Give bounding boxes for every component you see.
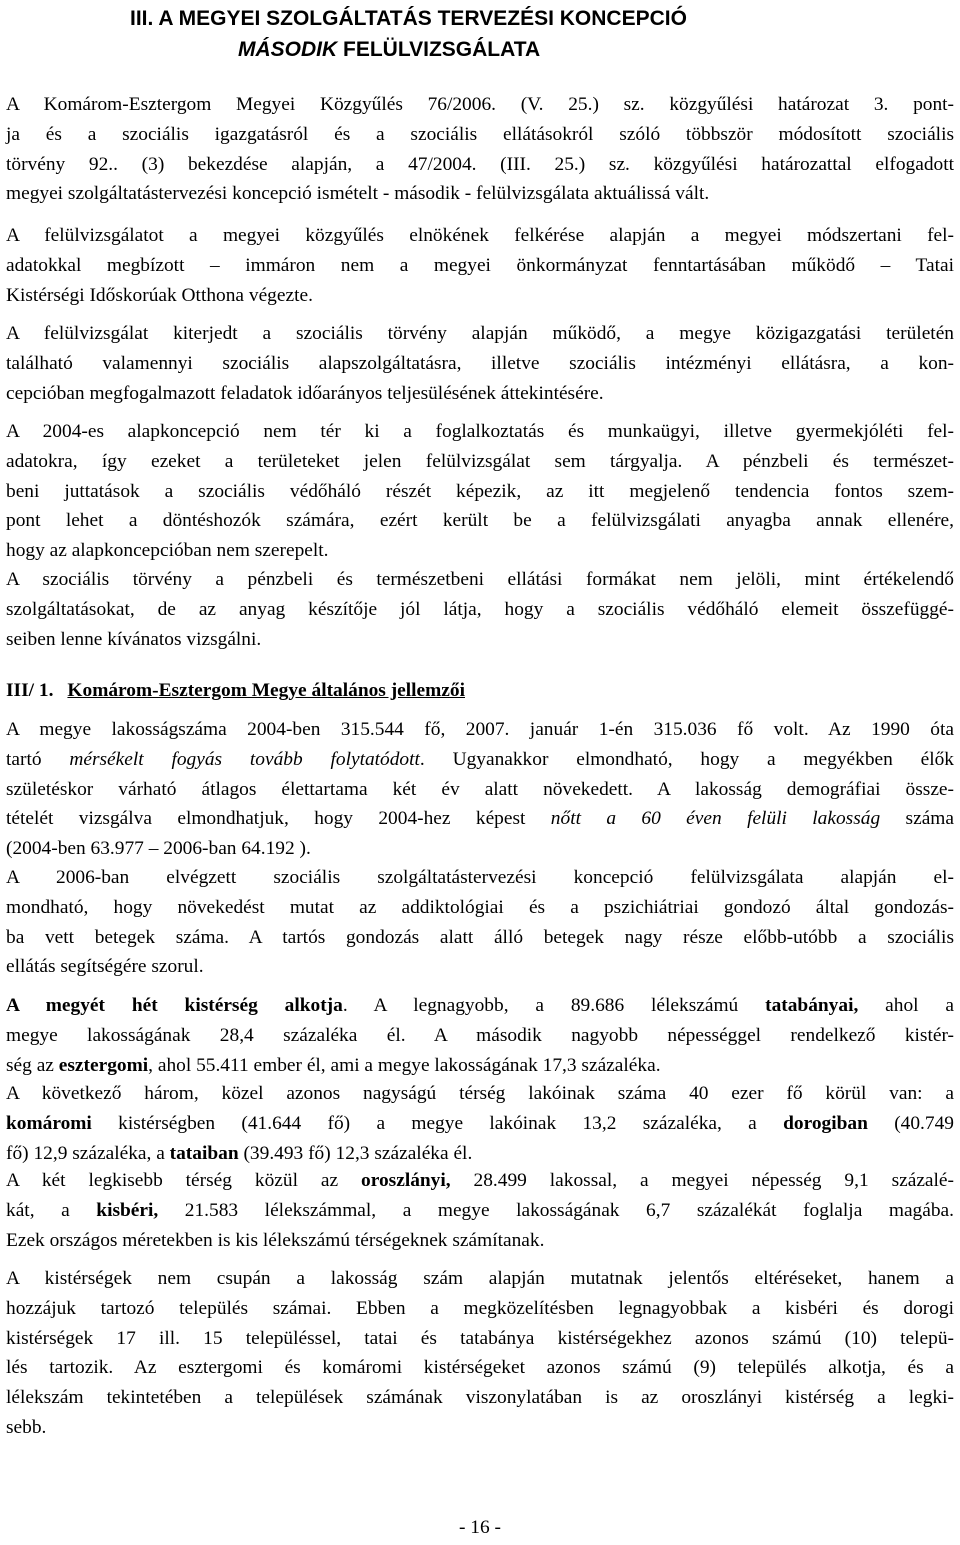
bold-text: oroszlányi,	[361, 1170, 451, 1191]
text-line	[6, 1109, 954, 1139]
text-line: hogy az alapkoncepcióban nem szerepelt.	[6, 540, 329, 562]
paragraph-scope	[6, 319, 954, 408]
text-line: A 2006-ban elvégzett szociális szolgáltatástervezési koncepció felülvizsgálata alapján el-	[6, 867, 954, 888]
paragraph-addiction	[6, 863, 954, 982]
text-line	[6, 745, 954, 775]
text-line	[6, 804, 954, 834]
text-run: ség az	[6, 1054, 59, 1076]
text-line: található valamennyi szociális alapszolgáltatásra, illetve szociális intézményi ellátásra, a kon-	[6, 352, 954, 374]
heading-italic-word: MÁSODIK	[238, 38, 338, 61]
paragraph-population	[6, 715, 954, 864]
paragraph-three-regions	[6, 1079, 954, 1168]
text-run: . Ugyanakkor elmondható, hogy a megyékben élők	[419, 748, 955, 770]
text-run: fő) 12,9 százaléka, a	[6, 1142, 170, 1164]
text-line: A szociális törvény a pénzbeli és természetbeni ellátási formákat nem jelöli, mint értékelendő	[6, 569, 954, 590]
text-line	[6, 1166, 954, 1196]
text-run: kát, a	[6, 1199, 97, 1221]
text-line: ba vett betegek száma. A tartós gondozás alatt álló betegek nagy része előbb-utóbb a szociális	[6, 926, 954, 948]
text-run: . A legnagyobb, a 89.686 lélekszámú	[342, 995, 766, 1016]
text-line: kistérségek 17 ill. 15 településsel, tatai és tatabánya kistérségekhez azonos számú (10) telepü-	[6, 1327, 954, 1349]
text-line: A megye lakosságszáma 2004-ben 315.544 fő, 2007. január 1-én 315.036 fő volt. Az 1990 óta	[6, 719, 954, 740]
text-line: megyei szolgáltatástervezési koncepció ismételt - második - felülvizsgálata aktuálissá vált.	[6, 183, 710, 205]
text-run: tartó	[6, 748, 70, 770]
emphasis-text: nőtt a 60 éven felüli lakosság	[550, 808, 881, 830]
text-line: születéskor várható átlagos élettartama két év alatt növekedett. A lakosság demográfiai össze-	[6, 778, 954, 800]
text-run: tételét vizsgálva elmondhatjuk, hogy 2004-hez képest	[6, 808, 551, 830]
text-run: 21.583 lélekszámmal, a megye lakosságának 6,7 százalékát foglalja magába.	[158, 1199, 954, 1221]
text-run: 28.499 lakossal, a megyei népesség 9,1 százalé-	[450, 1170, 954, 1191]
text-line: A felülvizsgálat kiterjedt a szociális törvény alapján működő, a megye közigazgatási területén	[6, 323, 954, 344]
text-run: A két legkisebb térség közül az	[6, 1170, 362, 1191]
bold-text: A megyét hét kistérség alkotja	[6, 995, 343, 1016]
text-line: adatokkal megbízott – immáron nem a megyei önkormányzat fenntartásában működő – Tatai	[6, 254, 954, 276]
text-line: beni juttatások a szociális védőháló részét képezik, az itt megjelenő tendencia fontos szem-	[6, 480, 954, 502]
section-number: III/ 1.	[6, 680, 54, 701]
text-run: száma	[880, 808, 954, 830]
text-line: A 2004-es alapkoncepció nem tér ki a foglalkoztatás és munkaügyi, illetve gyermekjóléti fel-	[6, 421, 954, 442]
paragraph-social-law	[6, 565, 954, 654]
bold-text: esztergomi	[58, 1054, 149, 1076]
heading-line-1: III. A MEGYEI SZOLGÁLTATÁS TERVEZÉSI KONCEPCIÓ	[130, 7, 687, 30]
text-line: seiben lenne kívánatos vizsgálni.	[6, 628, 262, 650]
text-line: szolgáltatásokat, de az anyag készítője jól látja, hogy a szociális védőháló elemeit összefüggé-	[6, 598, 954, 620]
text-line: A következő három, közel azonos nagyságú térség lakóinak száma 40 ezer fő körül van: a	[6, 1083, 954, 1104]
text-line: adatokra, így ezeket a területeket jelen felülvizsgálat sem tárgyalja. A pénzbeli és természet-	[6, 450, 954, 472]
text-line: ja és a szociális igazgatásról és a szociális ellátásokról szóló többször módosított szociális	[6, 123, 954, 145]
text-line: (2004-ben 63.977 – 2006-ban 64.192 ).	[6, 838, 311, 860]
text-line: lés tartozik. Az esztergomi és komáromi kistérségeket azonos számú (9) település alkotja, és a	[6, 1357, 954, 1379]
text-run: , ahol 55.411 ember él, ami a megye lakosságának 17,3 százaléka.	[148, 1054, 661, 1076]
text-line: lélekszám tekintetében a települések számának viszonylatában is az oroszlányi kistérség a legki-	[6, 1387, 954, 1409]
section-title: Komárom-Esztergom Megye általános jellemzői	[67, 680, 465, 701]
text-line	[6, 991, 954, 1021]
heading-line-2	[130, 34, 687, 65]
text-line: A kistérségek nem csupán a lakosság szám alapján mutatnak jelentős eltéréseket, hanem a	[6, 1268, 954, 1289]
paragraph-intro	[6, 90, 954, 209]
emphasis-text: mérsékelt fogyás tovább folytatódott	[69, 748, 420, 770]
text-run: ahol a	[858, 995, 955, 1016]
text-line	[6, 1196, 954, 1226]
paragraph-review	[6, 221, 954, 310]
text-line	[6, 1139, 954, 1169]
text-line: sebb.	[6, 1416, 47, 1438]
bold-text: tataiban	[169, 1142, 239, 1164]
text-line: Kistérségi Időskorúak Otthona végezte.	[6, 284, 313, 306]
text-line: A Komárom-Esztergom Megyei Közgyűlés 76/2006. (V. 25.) sz. közgyűlési határozat 3. pont-	[6, 94, 954, 115]
bold-text: dorogiban	[783, 1112, 868, 1134]
chapter-heading	[130, 3, 687, 65]
paragraph-settlements	[6, 1264, 954, 1443]
paragraph-smallest-regions	[6, 1166, 954, 1255]
text-line: ellátás segítségére szorul.	[6, 956, 204, 978]
section-heading-line	[6, 676, 954, 706]
text-line	[6, 1051, 954, 1081]
text-run: (40.749	[867, 1112, 954, 1134]
bold-text: komáromi	[6, 1112, 92, 1134]
text-line: pont lehet a döntéshozók számára, ezért került be a felülvizsgálati anyagba annak ellenére,	[6, 510, 954, 532]
page-number: - 16 -	[458, 1517, 501, 1538]
text-line: megye lakosságának 28,4 százaléka él. A második nagyobb népességgel rendelkező kistér-	[6, 1024, 954, 1046]
text-run: (39.493 fő) 12,3 százaléka él.	[238, 1142, 473, 1164]
text-line: cepcióban megfogalmazott feladatok időarányos teljesülésének áttekintésére.	[6, 382, 604, 404]
heading-line-2-rest: FELÜLVIZSGÁLATA	[337, 38, 541, 61]
paragraph-subregions	[6, 991, 954, 1080]
text-line: Ezek országos méretekben is kis lélekszámú térségeknek számítanak.	[6, 1229, 545, 1251]
bold-text: tatabányai,	[765, 995, 859, 1016]
text-run: kistérségben (41.644 fő) a megye lakóinak 13,2 százaléka, a	[91, 1112, 784, 1134]
text-line: hozzájuk tartozó település számai. Ebben a megközelítésben legnagyobbak a kisbéri és dorogi	[6, 1297, 954, 1319]
text-line: mondható, hogy növekedést mutat az addiktológiai és a pszichiátriai gondozó által gondozás-	[6, 896, 954, 918]
paragraph-basic-concept	[6, 417, 954, 566]
section-heading	[6, 676, 954, 706]
bold-text: kisbéri,	[96, 1199, 159, 1221]
text-line: A felülvizsgálatot a megyei közgyűlés elnökének felkérése alapján a megyei módszertani fel-	[6, 225, 954, 246]
text-line: törvény 92.. (3) bekezdése alapján, a 47/2004. (III. 25.) sz. közgyűlési határozattal elfogadott	[6, 153, 954, 175]
